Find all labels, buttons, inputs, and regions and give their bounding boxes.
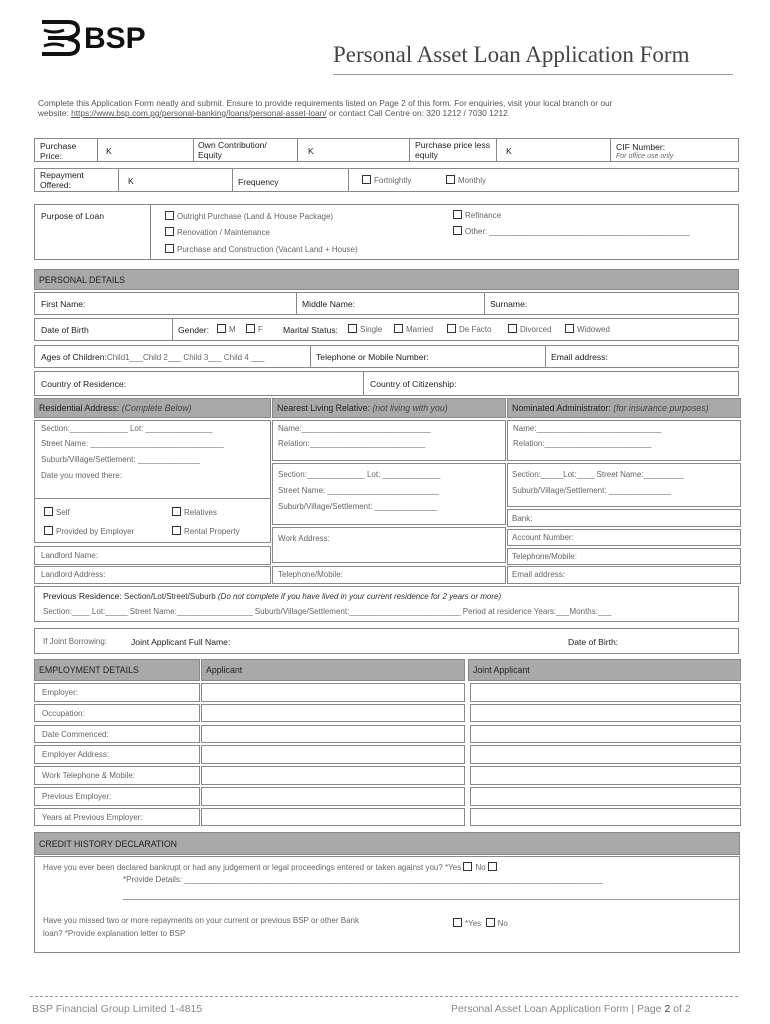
adm-tel-label: Telephone/Mobile: [512, 552, 577, 561]
employment-row-label-cell [34, 745, 200, 764]
renovation-label: Renovation / Maintenance [177, 228, 270, 237]
employment-row-label-cell [34, 808, 200, 827]
rental-checkbox[interactable] [172, 526, 181, 535]
rel-name: Name:_____________________________ [278, 424, 431, 433]
residential-note: (Complete Below) [121, 403, 192, 413]
relative-title: Nearest Living Relative: [277, 403, 370, 413]
credit-q1-text: Have you ever been declared bankrupt or had any judgement or legal proceedings entered or taken against you? *Yes [43, 863, 462, 872]
credit-q1 [43, 862, 500, 872]
relatives-option[interactable] [172, 507, 217, 517]
previous-residence-label [43, 591, 501, 601]
defacto-option[interactable] [447, 324, 491, 334]
purchase-price-currency: K [106, 146, 112, 156]
gender-m-option[interactable] [217, 324, 236, 334]
relative-note: (not living with you) [372, 403, 448, 413]
credit-q1-yes-checkbox[interactable] [463, 862, 472, 871]
adm-email-label: Email address: [512, 570, 565, 579]
purpose-opt-construction[interactable] [165, 244, 358, 254]
gender-label: Gender: [178, 325, 210, 335]
self-label: Self [56, 508, 70, 517]
residential-title: Residential Address: [39, 403, 120, 413]
brand-name: BSP [84, 22, 146, 55]
purchase-price-label: Purchase Price: [40, 141, 77, 161]
work-address-label: Work Address: [278, 534, 330, 543]
joint-prefix: If Joint Borrowing: [43, 637, 108, 646]
relatives-checkbox[interactable] [172, 507, 181, 516]
refinance-label: Refinance [465, 211, 502, 220]
employment-applicant-cell[interactable] [201, 787, 465, 806]
children-title: Ages of Children: [41, 352, 107, 362]
purpose-label: Purpose of Loan [41, 211, 105, 221]
credit-q2-no-label: No [497, 919, 508, 928]
adm-relation: Relation:________________________ [513, 439, 652, 448]
self-checkbox[interactable] [44, 507, 53, 516]
own-contribution-label: Own Contribution/ Equity [198, 140, 267, 160]
purchase-less-equity-currency: K [506, 146, 512, 156]
employer-label: Provided by Employer [56, 527, 135, 536]
previous-title: Previous Residence: [43, 591, 122, 601]
employment-row-label: Employer Address: [42, 750, 110, 760]
construction-label: Purchase and Construction (Vacant Land + House) [177, 245, 358, 254]
renovation-checkbox[interactable] [165, 227, 174, 236]
personal-details-header: PERSONAL DETAILS [34, 269, 739, 290]
credit-q1-no-checkbox[interactable] [488, 862, 497, 871]
employer-checkbox[interactable] [44, 526, 53, 535]
children-list: Child1___Child 2___ Child 3___ Child 4 ___ [106, 353, 265, 362]
purpose-opt-refinance[interactable] [453, 210, 501, 220]
widowed-option[interactable] [565, 324, 610, 334]
employment-joint-cell[interactable] [470, 745, 741, 764]
bank-label: Bank: [512, 514, 533, 523]
previous-line: Section:____ Lot:_____ Street Name:_________________ Suburb/Village/Settlement:_________________________ Period at residence Years:___Months:___ [43, 607, 612, 616]
credit-q1-no-label: No [475, 863, 486, 872]
frequency-label: Frequency [238, 177, 279, 187]
joint-dob-label: Date of Birth: [568, 637, 619, 647]
single-option[interactable] [348, 324, 382, 334]
intro-line-2 [38, 108, 738, 118]
email-label: Email address: [551, 352, 608, 362]
divorced-label: Divorced [520, 325, 552, 334]
work-address-block [272, 527, 506, 563]
footer-divider [30, 996, 738, 997]
gender-m-checkbox[interactable] [217, 324, 226, 333]
employment-joint-header: Joint Applicant [468, 659, 741, 681]
footer-form-name: Personal Asset Loan Application Form | Page [451, 1003, 665, 1015]
divorced-option[interactable] [508, 324, 552, 334]
own-contribution-currency: K [308, 146, 314, 156]
purchase-less-equity-label: Purchase price less equity [415, 140, 490, 160]
gender-f-checkbox[interactable] [246, 324, 255, 333]
page-title: Personal Asset Loan Application Form [333, 42, 690, 67]
employment-row-label-cell [34, 787, 200, 806]
website-link[interactable]: https://www.bsp.com.pg/personal-banking/loans/personal-asset-loan/ [71, 108, 327, 118]
landlord-name-label: Landlord Name: [41, 551, 98, 560]
previous-note: (Do not complete if you have lived in your current residence for 2 years or more) [217, 592, 502, 601]
joint-name-label: Joint Applicant Full Name: [131, 637, 231, 647]
title-divider [333, 74, 733, 75]
construction-checkbox[interactable] [165, 244, 174, 253]
employment-header: EMPLOYMENT DETAILS [34, 659, 200, 681]
employment-applicant-cell[interactable] [201, 704, 465, 723]
credit-q2-line2: loan? *Provide explanation letter to BSP [43, 929, 186, 938]
dob-row [34, 318, 739, 341]
rel-suburb: Suburb/Village/Settlement: ______________ [278, 502, 438, 511]
rel-section-lot: Section:_____________ Lot: _____________ [278, 470, 441, 479]
middle-name-label: Middle Name: [302, 299, 356, 309]
credit-header: CREDIT HISTORY DECLARATION [34, 832, 740, 855]
widowed-label: Widowed [577, 325, 610, 334]
previous-desc: Section/Lot/Street/Suburb [121, 592, 218, 601]
repayment-offered-label: Repayment Offered: [40, 170, 84, 190]
monthly-label: Monthly [458, 176, 487, 185]
employment-row-label-cell [34, 683, 200, 702]
repayment-currency: K [128, 176, 134, 186]
employment-joint-cell[interactable] [470, 766, 741, 785]
credit-q2-no-checkbox[interactable] [486, 918, 495, 927]
employment-applicant-cell[interactable] [201, 725, 465, 744]
purpose-opt-other[interactable] [453, 226, 690, 236]
credit-q2-line1: Have you missed two or more repayments on your current or previous BSP or other Bank [43, 916, 359, 925]
res-street: Street Name: ______________________________ [41, 439, 224, 448]
outright-label: Outright Purchase (Land & House Package) [177, 212, 334, 221]
rel-tel-label: Telephone/Mobile: [278, 570, 343, 579]
office-use-note: For office use only [616, 153, 674, 160]
marital-label: Marital Status: [283, 325, 338, 335]
outright-checkbox[interactable] [165, 211, 174, 220]
res-section-lot: Section:_____________ Lot: _______________ [41, 424, 213, 433]
employment-applicant-cell[interactable] [201, 745, 465, 764]
children-label [41, 352, 264, 362]
fortnightly-option[interactable] [362, 175, 411, 185]
employment-row-label: Work Telephone & Mobile: [42, 771, 136, 781]
intro-text [38, 98, 738, 118]
name-row [34, 292, 739, 315]
employment-row-label: Occupation: [42, 708, 85, 718]
fortnightly-checkbox[interactable] [362, 175, 371, 184]
purpose-opt-outright[interactable] [165, 211, 333, 221]
defacto-checkbox[interactable] [447, 324, 456, 333]
rel-street: Street Name: _________________________ [278, 486, 439, 495]
employment-joint-cell[interactable] [470, 704, 741, 723]
relatives-label: Relatives [184, 508, 217, 517]
employment-row-label-cell [34, 704, 200, 723]
employment-row-label: Employer: [42, 688, 79, 697]
first-name-label: First Name: [41, 299, 86, 309]
monthly-option[interactable] [446, 175, 486, 185]
administrator-header [507, 398, 741, 418]
telephone-label: Telephone or Mobile Number: [316, 352, 429, 362]
purpose-opt-renovation[interactable] [165, 227, 270, 237]
credit-provide-details: *Provide Details: ______________________________________________________________________________________________ [123, 875, 603, 884]
other-checkbox[interactable] [453, 226, 462, 235]
employer-option[interactable] [44, 526, 134, 536]
adm-section: Section:_____Lot:____ Street Name:_________ [512, 470, 684, 479]
account-label: Account Number: [512, 533, 574, 542]
rel-relation: Relation:__________________________ [278, 439, 426, 448]
adm-name: Name:____________________________ [513, 424, 662, 433]
employment-joint-cell[interactable] [470, 787, 741, 806]
gender-f-option[interactable] [246, 324, 263, 334]
res-suburb: Suburb/Village/Settlement: ______________ [41, 455, 201, 464]
self-option[interactable] [44, 507, 70, 517]
employment-row-label-cell [34, 766, 200, 785]
footer-page-total: of 2 [670, 1003, 691, 1015]
administrator-title: Nominated Administrator: [512, 403, 611, 413]
residential-header [34, 398, 271, 418]
gender-f-label: F [258, 325, 263, 334]
employment-row-label: Previous Employer: [42, 792, 112, 801]
employment-applicant-cell[interactable] [201, 683, 465, 702]
employment-applicant-cell[interactable] [201, 766, 465, 785]
divorced-checkbox[interactable] [508, 324, 517, 333]
credit-q2-yes-label: *Yes [465, 919, 482, 928]
surname-label: Surname: [490, 299, 528, 309]
employment-row-label: Years at Previous Employer: [42, 812, 143, 822]
monthly-checkbox[interactable] [446, 175, 455, 184]
res-date-moved: Date you moved there: [41, 471, 122, 480]
footer-page-number: 2 [664, 1003, 671, 1015]
credit-q2-options [453, 918, 508, 928]
married-option[interactable] [394, 324, 433, 334]
credit-q2-yes-checkbox[interactable] [453, 918, 462, 927]
married-checkbox[interactable] [394, 324, 403, 333]
bank-block [507, 509, 741, 527]
employment-applicant-cell[interactable] [201, 808, 465, 827]
widowed-checkbox[interactable] [565, 324, 574, 333]
employment-joint-cell[interactable] [470, 808, 741, 827]
landlord-addr-label: Landlord Address: [41, 570, 106, 579]
administrator-note: (for insurance purposes) [613, 403, 709, 413]
single-label: Single [360, 325, 383, 334]
country-citizenship-label: Country of Citizenship: [370, 379, 457, 389]
rental-option[interactable] [172, 526, 240, 536]
refinance-checkbox[interactable] [453, 210, 462, 219]
dob-label: Date of Birth [41, 325, 89, 335]
married-label: Married [406, 325, 434, 334]
footer-company: BSP Financial Group Limited 1-4815 [32, 1003, 203, 1015]
credit-details-line[interactable] [123, 892, 739, 900]
cif-number-label: CIF Number: [616, 142, 666, 152]
intro-website-label: website: [38, 108, 72, 118]
rental-label: Rental Property [184, 527, 240, 536]
country-residence-label: Country of Residence: [41, 379, 127, 389]
footer-page-info [451, 1003, 691, 1015]
bsp-logo-icon [38, 18, 82, 60]
defacto-label: De Facto [459, 325, 492, 334]
relative-header [272, 398, 506, 418]
fortnightly-label: Fortnightly [374, 176, 412, 185]
gender-m-label: M [229, 325, 236, 334]
employment-row-label: Date Commenced: [42, 729, 109, 739]
employment-row-label-cell [34, 725, 200, 744]
intro-line-1: Complete this Application Form neatly and submit. Ensure to provide requirements listed on Page 2 of this form. For enquiries, visit your local branch or our [38, 98, 613, 108]
employment-joint-cell[interactable] [470, 683, 741, 702]
intro-contact-text: or contact Call Centre on: 320 1212 / 7030 1212. [326, 108, 511, 118]
single-checkbox[interactable] [348, 324, 357, 333]
other-label: Other: _____________________________________________ [465, 227, 690, 236]
adm-suburb: Suburb/Village/Settlement: ______________ [512, 486, 672, 495]
employment-joint-cell[interactable] [470, 725, 741, 744]
employment-applicant-header: Applicant [201, 659, 465, 681]
